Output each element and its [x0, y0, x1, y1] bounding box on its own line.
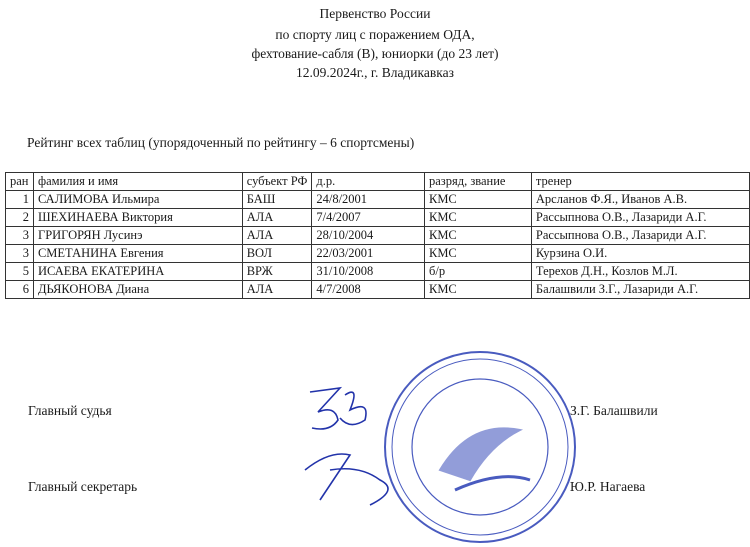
table-cell: Рассыпнова О.В., Лазариди А.Г.: [531, 209, 749, 227]
table-cell: ВОЛ: [242, 245, 312, 263]
doc-subtitle-2: фехтование-сабля (В), юниорки (до 23 лет): [251, 46, 499, 61]
table-cell: КМС: [424, 245, 531, 263]
chief-judge-label: Главный судья: [28, 403, 112, 418]
table-cell: ДЬЯКОНОВА Диана: [33, 281, 242, 299]
table-cell: 24/8/2001: [312, 191, 425, 209]
table-cell: БАШ: [242, 191, 312, 209]
table-cell: ВРЖ: [242, 263, 312, 281]
table-cell: 22/03/2001: [312, 245, 425, 263]
doc-date-place: 12.09.2024г., г. Владикавказ: [296, 65, 454, 80]
table-cell: 6: [6, 281, 34, 299]
table-cell: САЛИМОВА Ильмира: [33, 191, 242, 209]
table-cell: КМС: [424, 281, 531, 299]
table-cell: 1: [6, 191, 34, 209]
chief-judge-name: З.Г. Балашвили: [570, 403, 658, 418]
table-cell: 3: [6, 245, 34, 263]
table-cell: АЛА: [242, 227, 312, 245]
table-cell: ИСАЕВА ЕКАТЕРИНА: [33, 263, 242, 281]
table-cell: КМС: [424, 209, 531, 227]
table-cell: АЛА: [242, 209, 312, 227]
column-header: разряд, звание: [424, 173, 531, 191]
table-cell: 2: [6, 209, 34, 227]
official-stamp: [385, 352, 575, 542]
table-cell: Рассыпнова О.В., Лазариди А.Г.: [531, 227, 749, 245]
table-cell: ШЕХИНАЕВА Виктория: [33, 209, 242, 227]
column-header: тренер: [531, 173, 749, 191]
table-cell: КМС: [424, 191, 531, 209]
table-cell: 31/10/2008: [312, 263, 425, 281]
table-cell: СМЕТАНИНА Евгения: [33, 245, 242, 263]
doc-title: Первенство России: [319, 6, 431, 21]
table-cell: 28/10/2004: [312, 227, 425, 245]
table-cell: КМС: [424, 227, 531, 245]
table-cell: Курзина О.И.: [531, 245, 749, 263]
chief-secretary-label: Главный секретарь: [28, 479, 138, 494]
column-header: субъект РФ: [242, 173, 312, 191]
chief-secretary-name: Ю.Р. Нагаева: [570, 479, 646, 494]
column-header: д.р.: [312, 173, 425, 191]
doc-subtitle-1: по спорту лиц с поражением ОДА,: [275, 27, 475, 42]
table-cell: 4/7/2008: [312, 281, 425, 299]
column-header: ран: [6, 173, 34, 191]
table-cell: 5: [6, 263, 34, 281]
table-cell: Балашвили З.Г., Лазариди А.Г.: [531, 281, 749, 299]
table-cell: б/р: [424, 263, 531, 281]
judge-signature: [310, 388, 366, 429]
table-cell: 3: [6, 227, 34, 245]
table-cell: АЛА: [242, 281, 312, 299]
secretary-signature: [305, 454, 388, 505]
table-cell: Терехов Д.Н., Козлов М.Л.: [531, 263, 749, 281]
table-cell: ГРИГОРЯН Лусинэ: [33, 227, 242, 245]
table-cell: Арсланов Ф.Я., Иванов А.В.: [531, 191, 749, 209]
table-cell: 7/4/2007: [312, 209, 425, 227]
column-header: фамилия и имя: [33, 173, 242, 191]
rating-caption: Рейтинг всех таблиц (упорядоченный по рейтингу – 6 спортсмены): [27, 135, 415, 150]
